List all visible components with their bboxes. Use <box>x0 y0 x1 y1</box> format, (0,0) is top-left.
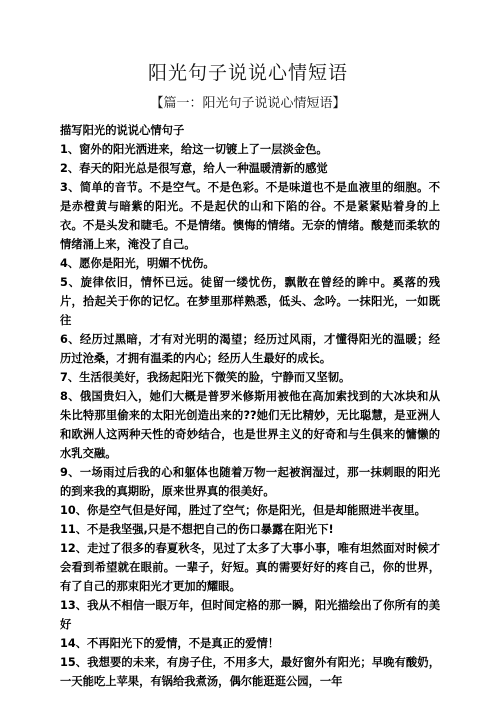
list-item: 12、走过了很多的春夏秋冬，见过了太多了大事小事，唯有坦然面对时候才会看到希望就在眼前。一辈子，好短。真的需要好好的疼自己，你的世界，有了自己的那束阳光才更加的耀眼。 <box>60 542 440 593</box>
list-item: 1、窗外的阳光洒进来，给这一切镀上了一层淡金色。 <box>60 143 328 156</box>
list-item: 6、经历过黑暗，才有对光明的渴望；经历过风雨，才懂得阳光的温暖；经历过沧桑，才拥有温柔的内心；经历人生最好的成长。 <box>60 333 440 365</box>
list-item: 3、简单的音节。不是空气。不是色彩。不是味道也不是血液里的细胞。不是赤橙黄与暗紫的阳光。不是起伏的山和下陷的谷。不是紧紧贴着身的上衣。不是头发和睫毛。不是情绪。懊悔的情绪。无奈的情绪。酸楚而柔软的情绪涌上来，淹没了自己。 <box>60 181 440 251</box>
list-item: 8、俄国贵妇入，她们大概是普罗米修斯用被他在高加索找到的大冰块和从朱比特那里偷来的太阳光创造出来的??她们无比精妙，无比聪慧，是亚洲人和欧洲人这两种天性的奇妙结合，也是世界主义的好奇和与生俱来的慵懒的水乳交融。 <box>60 390 440 460</box>
list-item: 11、不是我坚强,只是不想把自己的伤口暴露在阳光下! <box>60 523 334 536</box>
list-item: 13、我从不相信一眼万年，但时间定格的那一瞬，阳光描绘出了你所有的美好 <box>60 599 440 631</box>
list-item: 14、不再阳光下的爱情，不是真正的爱情！ <box>60 637 280 650</box>
document-body <box>60 121 440 691</box>
list-item: 15、我想要的未来，有房子住，不用多大，最好窗外有阳光；早晚有酸奶，一天能吃上苹果，有锅给我煮汤，偶尔能逛逛公园，一年 <box>60 656 440 688</box>
list-item: 10、你是空气但是好闻，胜过了空气；你是阳光，但是却能照进半夜里。 <box>60 504 426 517</box>
list-item: 2、春天的阳光总是很写意，给人一种温暖清新的感觉 <box>60 162 328 175</box>
document-title: 阳光句子说说心情短语 <box>147 62 348 84</box>
list-item: 9、一场雨过后我的心和躯体也随着万物一起被润湿过，那一抹刺眼的阳光的到来我的真期盼，原来世界真的很美好。 <box>60 466 440 498</box>
list-item: 7、生活很美好，我扬起阳光下微笑的脸，宁静而又坚韧。 <box>60 371 351 384</box>
list-item: 5、旋律依旧，情怀已远。徒留一缕忧伤，飘散在曾经的眸中。奚落的残片，拾起关于你的记忆。在梦里那样熟悉，低头、念吟。一抹阳光，一如既往 <box>60 276 440 327</box>
list-item: 4、愿你是阳光，明媚不忧伤。 <box>60 257 215 270</box>
section-heading: 描写阳光的说说心情句子 <box>60 124 185 137</box>
document-subtitle: 【篇一：阳光句子说说心情短语】 <box>150 96 346 111</box>
